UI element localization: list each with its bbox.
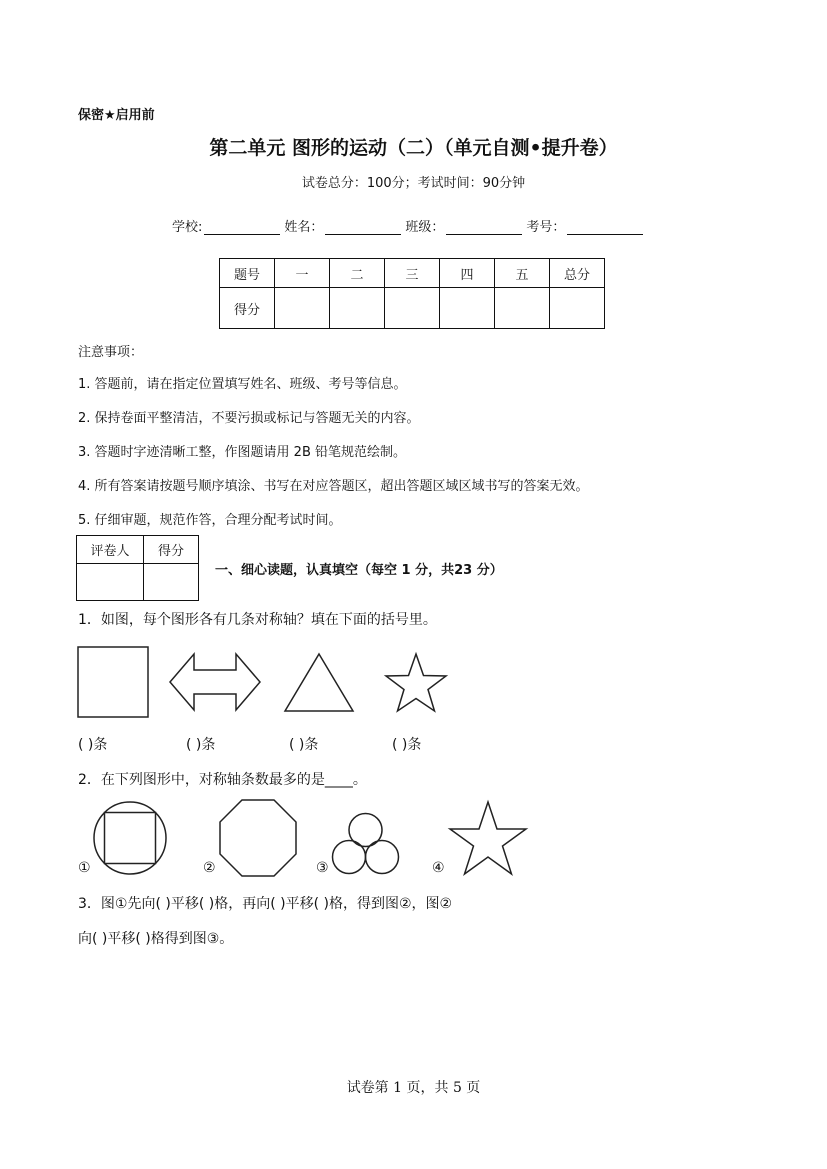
grader-score-header: 得分 bbox=[144, 536, 199, 564]
q1-answer-3[interactable]: ( )条 bbox=[289, 737, 319, 753]
q2-option-label: ① bbox=[78, 860, 91, 876]
question-2: 2．在下列图形中，对称轴条数最多的是____。 bbox=[78, 772, 367, 788]
q1-triangle-shape bbox=[283, 652, 355, 714]
grader-cell[interactable] bbox=[77, 564, 144, 601]
grader-score-cell[interactable] bbox=[144, 564, 199, 601]
q2-option-label: ③ bbox=[316, 860, 329, 876]
q2-star-shape bbox=[448, 800, 528, 876]
score-header-cell: 题号 bbox=[220, 259, 275, 288]
school-label: 学校: bbox=[172, 220, 203, 235]
exam-subtitle: 试卷总分：100分；考试时间：90分钟 bbox=[301, 176, 526, 191]
score-header-cell: 二 bbox=[330, 259, 385, 288]
number-label: 考号： bbox=[526, 220, 566, 235]
page-title: 第二单元 图形的运动（二）（单元自测•提升卷） bbox=[209, 137, 618, 159]
page-footer: 试卷第 1 页，共 5 页 bbox=[346, 1080, 481, 1096]
score-cell[interactable] bbox=[330, 288, 385, 329]
q2-circle-square-shape bbox=[92, 800, 168, 876]
q2-option-label: ④ bbox=[432, 860, 445, 876]
name-field[interactable] bbox=[325, 220, 401, 235]
score-cell[interactable] bbox=[440, 288, 495, 329]
notice-item: 4. 所有答案请按题号顺序填涂、书写在对应答题区，超出答题区域区域书写的答案无效。 bbox=[78, 479, 589, 494]
name-label: 姓名： bbox=[284, 220, 324, 235]
q1-answer-2[interactable]: ( )条 bbox=[186, 737, 216, 753]
number-field[interactable] bbox=[567, 220, 643, 235]
score-cell[interactable] bbox=[385, 288, 440, 329]
score-cell[interactable] bbox=[550, 288, 605, 329]
question-3-line-1: 3．图①先向( )平移( )格，再向( )平移( )格，得到图②，图② bbox=[78, 896, 453, 912]
grader-table bbox=[76, 535, 199, 601]
q2-octagon-shape bbox=[218, 798, 298, 878]
q2-option-label: ② bbox=[203, 860, 216, 876]
q1-answer-1[interactable]: ( )条 bbox=[78, 737, 108, 753]
grader-header: 评卷人 bbox=[77, 536, 144, 564]
school-field[interactable] bbox=[204, 220, 280, 235]
q1-square-shape bbox=[77, 646, 149, 718]
notice-item: 5. 仔细审题，规范作答，合理分配考试时间。 bbox=[78, 513, 342, 528]
score-header-cell: 三 bbox=[385, 259, 440, 288]
confidential-label: 保密★启用前 bbox=[78, 108, 155, 123]
notice-item: 1. 答题前，请在指定位置填写姓名、班级、考号等信息。 bbox=[78, 377, 407, 392]
score-header-cell: 总分 bbox=[550, 259, 605, 288]
q2-three-circles-shape bbox=[331, 812, 401, 876]
student-info-row bbox=[172, 216, 647, 235]
score-cell[interactable] bbox=[495, 288, 550, 329]
notice-item: 3. 答题时字迹清晰工整，作图题请用 2B 铅笔规范绘制。 bbox=[78, 445, 406, 460]
score-row-label: 得分 bbox=[220, 288, 275, 329]
score-header-cell: 五 bbox=[495, 259, 550, 288]
score-header-cell: 一 bbox=[275, 259, 330, 288]
score-header-cell: 四 bbox=[440, 259, 495, 288]
notice-title: 注意事项： bbox=[78, 345, 144, 360]
score-cell[interactable] bbox=[275, 288, 330, 329]
q1-star-shape bbox=[384, 652, 448, 714]
question-1: 1．如图，每个图形各有几条对称轴？填在下面的括号里。 bbox=[78, 612, 437, 628]
class-field[interactable] bbox=[446, 220, 522, 235]
q1-double-arrow-shape bbox=[168, 652, 262, 712]
score-table bbox=[219, 258, 605, 329]
section-title: 一、细心读题，认真填空（每空 1 分，共23 分） bbox=[215, 563, 503, 578]
q1-answer-4[interactable]: ( )条 bbox=[392, 737, 422, 753]
class-label: 班级： bbox=[405, 220, 445, 235]
notice-item: 2. 保持卷面平整清洁，不要污损或标记与答题无关的内容。 bbox=[78, 411, 420, 426]
question-3-line-2: 向( )平移( )格得到图③。 bbox=[78, 931, 234, 947]
